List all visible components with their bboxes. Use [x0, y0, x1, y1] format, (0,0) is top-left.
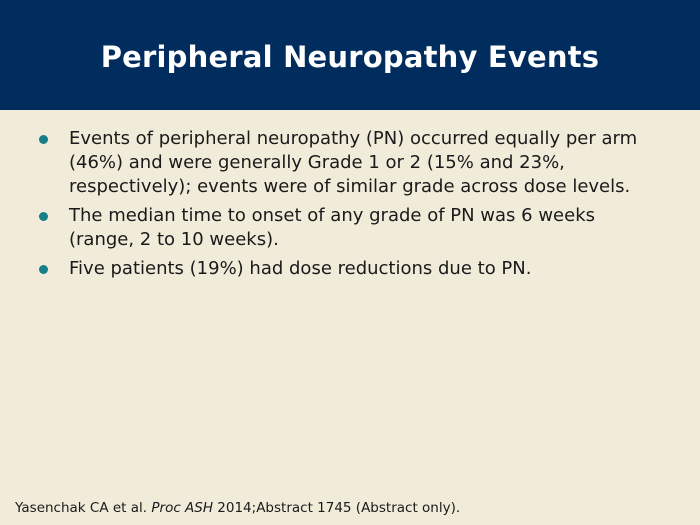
citation-journal: Proc ASH: [151, 500, 213, 516]
bullet-list: [0, 127, 700, 286]
bullet-text: Events of peripheral neuropathy (PN) occurred equally per arm (46%) and were generally Grade 1 or 2 (15% and 23%, respectively); events were of similar grade across dose levels.: [69, 128, 638, 197]
bullet-dot-icon: [39, 265, 48, 274]
citation-details: 2014;Abstract 1745 (Abstract only).: [213, 500, 461, 516]
bullet-dot-icon: [39, 135, 48, 144]
bullet-item: [0, 204, 700, 252]
bullet-item: [0, 127, 700, 199]
title-banner: [0, 0, 700, 110]
bullet-text: Five patients (19%) had dose reductions due to PN.: [69, 258, 532, 279]
bullet-item: [0, 257, 700, 281]
bullet-dot-icon: [39, 212, 48, 221]
slide-title: Peripheral Neuropathy Events: [100, 40, 600, 74]
citation-authors: Yasenchak CA et al.: [15, 500, 152, 516]
citation-footer: [15, 500, 460, 516]
bullet-text: The median time to onset of any grade of PN was 6 weeks (range, 2 to 10 weeks).: [69, 205, 595, 250]
